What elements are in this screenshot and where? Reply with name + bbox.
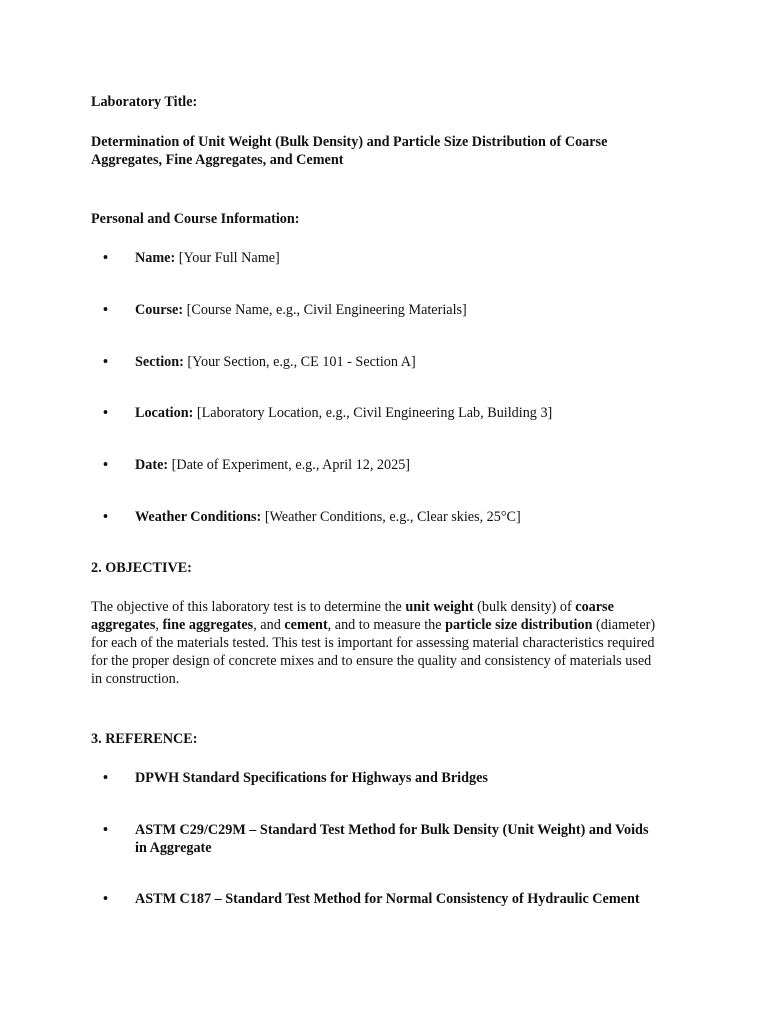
objective-emphasis: cement — [284, 617, 328, 633]
personal-info-item-name — [0, 249, 768, 289]
bullet-glyph: • — [103, 457, 108, 473]
item-value: [Your Section, e.g., CE 101 - Section A] — [183, 354, 416, 370]
reference-item — [0, 890, 768, 930]
objective-text: , — [155, 617, 163, 633]
item-label: Section: — [135, 354, 184, 370]
item-value: [Date of Experiment, e.g., April 12, 2025] — [168, 457, 411, 473]
personal-info-item-date — [0, 456, 768, 496]
item-value: [Course Name, e.g., Civil Engineering Materials] — [183, 302, 467, 318]
item-label: Weather Conditions: — [135, 509, 262, 525]
objective-text: , and to measure the — [327, 617, 446, 633]
objective-heading: 2. OBJECTIVE: — [91, 560, 192, 576]
reference-text: ASTM C187 – Standard Test Method for Normal Consistency of Hydraulic Cement — [135, 891, 640, 907]
item-value: [Laboratory Location, e.g., Civil Engineering Lab, Building 3] — [193, 405, 553, 421]
bullet-glyph: • — [103, 509, 108, 525]
personal-info-item-section — [0, 353, 768, 393]
reference-text: ASTM C29/C29M – Standard Test Method for Bulk Density (Unit Weight) and Voids in Aggregate — [135, 822, 649, 856]
objective-emphasis: unit weight — [405, 599, 474, 615]
personal-info-item-course — [0, 301, 768, 341]
objective-emphasis: coarse aggregates — [91, 599, 614, 633]
item-label: Location: — [135, 405, 194, 421]
reference-item — [0, 769, 768, 809]
item-label: Course: — [135, 302, 184, 318]
bullet-glyph: • — [103, 354, 108, 370]
lab-title-label: Laboratory Title: — [91, 94, 198, 110]
reference-item — [0, 821, 768, 861]
personal-info-item-weather — [0, 508, 768, 548]
item-label: Date: — [135, 457, 169, 473]
personal-info-item-location — [0, 404, 768, 444]
bullet-glyph: • — [103, 250, 108, 266]
objective-text: (diameter) for each of the materials tested. This test is important for assessing material characteristics required for the proper design of concrete mixes and to ensure the quality and consistency of materials used in construction. — [91, 617, 656, 687]
objective-paragraph — [91, 598, 663, 688]
bullet-glyph: • — [103, 770, 108, 786]
reference-text: DPWH Standard Specifications for Highways and Bridges — [135, 770, 488, 786]
objective-emphasis: fine aggregates — [162, 617, 254, 633]
personal-info-heading: Personal and Course Information: — [91, 211, 300, 227]
item-label: Name: — [135, 250, 176, 266]
objective-emphasis: particle size distribution — [445, 617, 593, 633]
bullet-glyph: • — [103, 302, 108, 318]
reference-heading: 3. REFERENCE: — [91, 731, 198, 747]
bullet-glyph: • — [103, 891, 108, 907]
item-value: [Your Full Name] — [175, 250, 280, 266]
item-value: [Weather Conditions, e.g., Clear skies, 25°C] — [261, 509, 521, 525]
bullet-glyph: • — [103, 822, 108, 838]
objective-text: , and — [253, 617, 285, 633]
objective-text: (bulk density) of — [473, 599, 576, 615]
objective-text: The objective of this laboratory test is to determine the — [91, 599, 406, 615]
lab-title-text: Determination of Unit Weight (Bulk Density) and Particle Size Distribution of Coarse Aggregates, Fine Aggregates, and Cement — [91, 134, 608, 168]
bullet-glyph: • — [103, 405, 108, 421]
